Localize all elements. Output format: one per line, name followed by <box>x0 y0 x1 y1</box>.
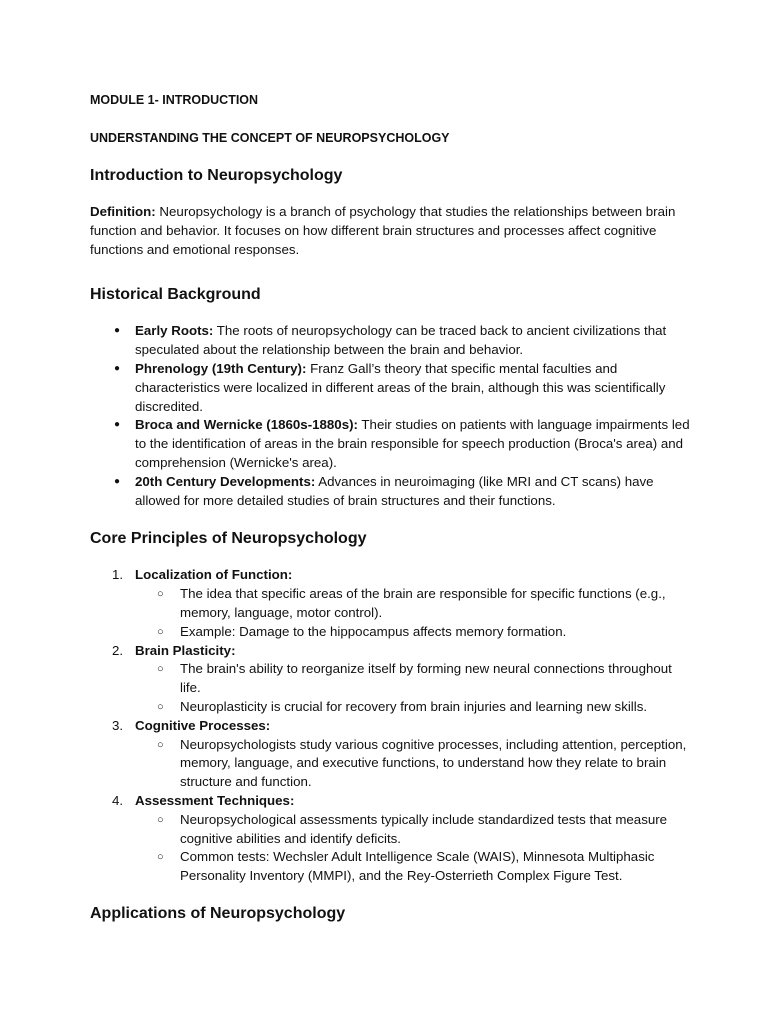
list-item <box>90 566 690 641</box>
item-label: Phrenology (19th Century): <box>135 360 307 376</box>
sub-item: ○ Neuroplasticity is crucial for recovery from brain injuries and learning new skills. <box>135 698 690 717</box>
item-label: Cognitive Processes: <box>135 717 271 733</box>
history-heading: Historical Background <box>90 286 261 304</box>
list-item <box>90 360 690 416</box>
list-item <box>90 473 690 511</box>
sub-item: ○ Example: Damage to the hippocampus affects memory formation. <box>135 623 690 642</box>
item-number: 3. <box>112 717 124 733</box>
sub-item: ○ Common tests: Wechsler Adult Intelligence Scale (WAIS), Minnesota Multiphasic Personality Inventory (MMPI), and the Rey-Osterrieth Complex Figure Test. <box>135 848 690 886</box>
applications-heading: Applications of Neuropsychology <box>90 904 346 922</box>
list-item <box>90 416 690 472</box>
list-item <box>90 792 690 886</box>
sub-item: ○ The brain's ability to reorganize itself by forming new neural connections throughout life. <box>135 660 690 698</box>
item-label: 20th Century Developments: <box>135 473 316 489</box>
item-number: 4. <box>112 792 124 808</box>
section-title: UNDERSTANDING THE CONCEPT OF NEUROPSYCHOLOGY <box>90 131 450 145</box>
sub-item: ○ Neuropsychological assessments typically include standardized tests that measure cognitive abilities and identify deficits. <box>135 811 690 849</box>
sub-list <box>135 585 690 641</box>
sub-list <box>135 811 690 886</box>
core-list <box>90 566 690 886</box>
item-label: Localization of Function: <box>135 567 293 583</box>
item-text: Franz Gall’s theory that specific mental faculties and characteristics were localized in different areas of the brain, although this was scientifically discredited. <box>135 360 666 414</box>
definition-paragraph <box>90 203 690 259</box>
item-number: 1. <box>112 567 124 583</box>
item-text: Advances in neuroimaging (like MRI and CT scans) have allowed for more detailed studies of brain structures and their functions. <box>135 473 654 508</box>
document-content <box>90 92 690 924</box>
sub-item: ○ Neuropsychologists study various cognitive processes, including attention, perception, memory, language, and executive functions, to understand how they relate to brain structure and function. <box>135 736 690 792</box>
list-item <box>90 322 690 360</box>
list-item <box>90 642 690 717</box>
module-title: MODULE 1- INTRODUCTION <box>90 93 259 107</box>
sub-item: ○ The idea that specific areas of the brain are responsible for specific functions (e.g., memory, language, motor control). <box>135 585 690 623</box>
core-heading: Core Principles of Neuropsychology <box>90 530 367 548</box>
history-list <box>90 322 690 510</box>
item-text: The roots of neuropsychology can be traced back to ancient civilizations that speculated about the relationship between the brain and behavior. <box>135 323 667 358</box>
item-label: Early Roots: <box>135 323 214 339</box>
definition-text: Neuropsychology is a branch of psychology that studies the relationships between brain function and behavior. It focuses on how different brain structures and processes affect cognitive functions and emotional responses. <box>90 204 676 257</box>
sub-list <box>135 660 690 716</box>
item-label: Brain Plasticity: <box>135 642 236 658</box>
item-text: Their studies on patients with language impairments led to the identification of areas in the brain responsible for speech production (Broca's area) and comprehension (Wernicke's area). <box>135 417 690 470</box>
intro-heading: Introduction to Neuropsychology <box>90 167 343 184</box>
list-item <box>90 717 690 792</box>
item-label: Broca and Wernicke (1860s-1880s): <box>135 417 358 433</box>
item-label: Assessment Techniques: <box>135 792 295 808</box>
item-number: 2. <box>112 642 124 658</box>
definition-label: Definition: <box>90 204 156 219</box>
sub-list <box>135 736 690 792</box>
